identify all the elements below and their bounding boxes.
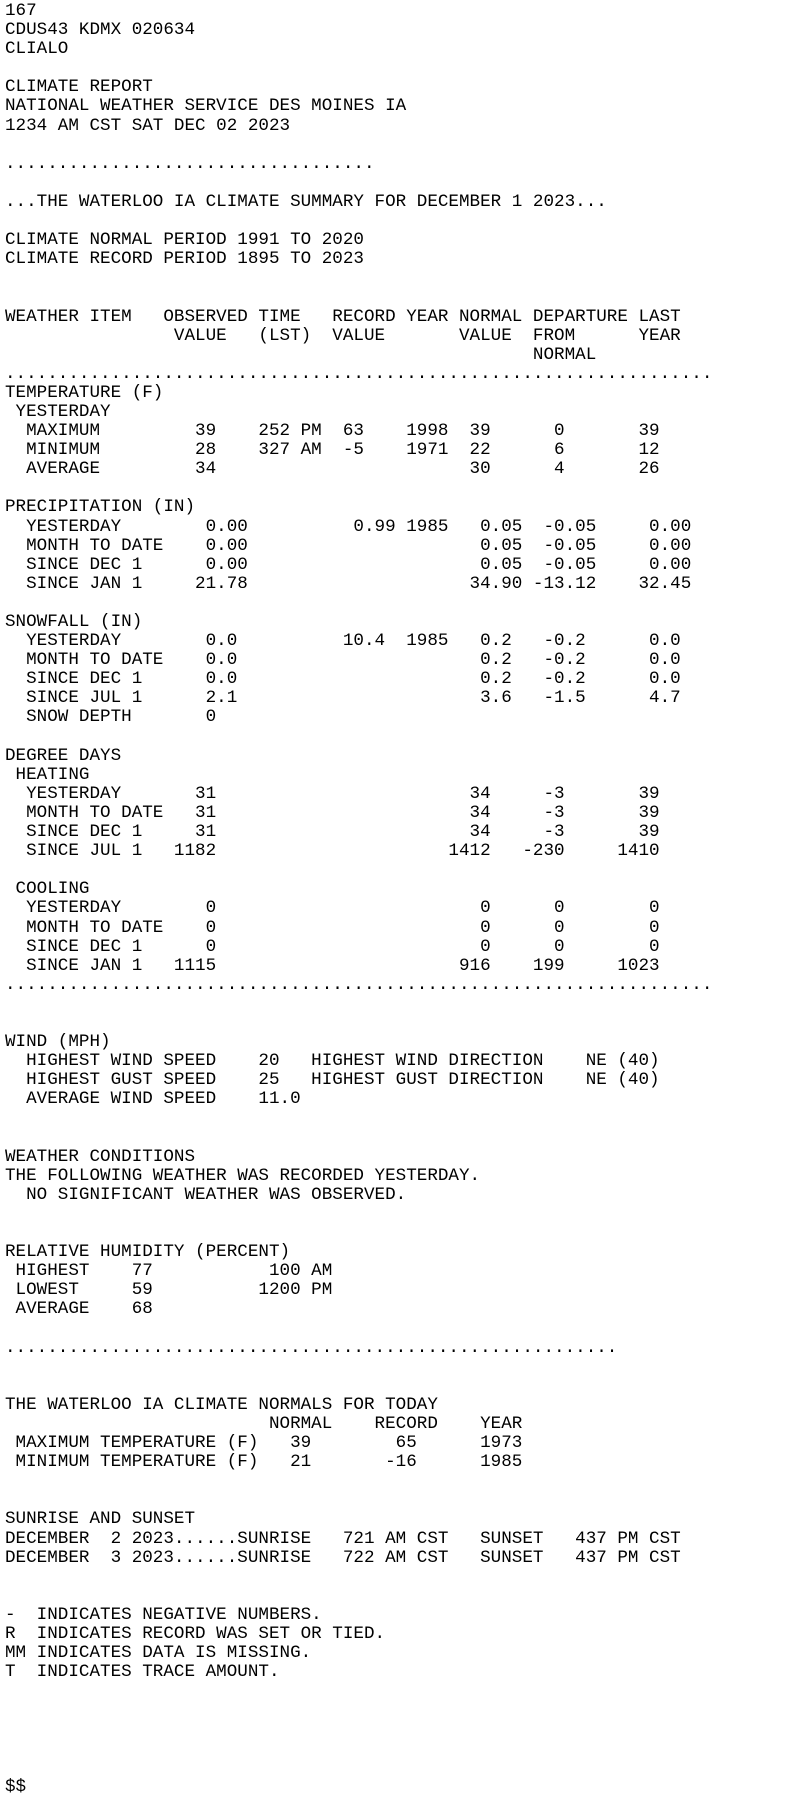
report-line xyxy=(5,1568,810,1587)
report-line: ...THE WATERLOO IA CLIMATE SUMMARY FOR DECEMBER 1 2023... xyxy=(5,191,607,212)
report-line: DEGREE DAYS xyxy=(5,745,122,766)
report-line xyxy=(5,1014,810,1033)
report-line: AVERAGE 68 xyxy=(5,1299,153,1320)
report-line xyxy=(5,288,810,307)
report-line: WIND (MPH) xyxy=(5,1032,111,1053)
report-line: VALUE (LST) VALUE VALUE FROM YEAR xyxy=(5,325,681,346)
report-line: .......................................................... xyxy=(5,1337,618,1358)
report-line: SNOW DEPTH 0 xyxy=(5,707,217,728)
report-line: ................................... xyxy=(5,153,375,174)
report-line: NATIONAL WEATHER SERVICE DES MOINES IA xyxy=(5,96,407,117)
report-line: AVERAGE 34 30 4 26 xyxy=(5,459,660,480)
report-line: $$ xyxy=(5,1776,27,1797)
report-line: SINCE DEC 1 31 34 -3 39 xyxy=(5,822,660,843)
report-line: MINIMUM 28 327 AM -5 1971 22 6 12 xyxy=(5,440,660,461)
report-line: TEMPERATURE (F) xyxy=(5,382,164,403)
report-line: SINCE JAN 1 21.78 34.90 -13.12 32.45 xyxy=(5,573,692,594)
report-line xyxy=(5,1759,810,1778)
report-line: MONTH TO DATE 0.0 0.2 -0.2 0.0 xyxy=(5,650,681,671)
report-line xyxy=(5,1472,810,1491)
report-line: LOWEST 59 1200 PM xyxy=(5,1280,333,1301)
report-line: R INDICATES RECORD WAS SET OR TIED. xyxy=(5,1623,386,1644)
report-line: CDUS43 KDMX 020634 xyxy=(5,20,196,41)
report-line xyxy=(5,1682,810,1701)
report-line: SUNRISE AND SUNSET xyxy=(5,1509,196,1530)
report-line xyxy=(5,1740,810,1759)
report-line: CLIALO xyxy=(5,39,69,60)
report-line xyxy=(5,1720,810,1739)
report-line xyxy=(5,269,810,288)
report-line: THE FOLLOWING WEATHER WAS RECORDED YESTERDAY. xyxy=(5,1165,481,1186)
report-line xyxy=(5,1319,810,1338)
report-line xyxy=(5,174,810,193)
report-line: NO SIGNIFICANT WEATHER WAS OBSERVED. xyxy=(5,1184,407,1205)
report-line: HEATING xyxy=(5,764,90,785)
report-line: WEATHER ITEM OBSERVED TIME RECORD YEAR NORMAL DEPARTURE LAST xyxy=(5,306,681,327)
report-line xyxy=(5,136,810,155)
report-line: YESTERDAY 0.0 10.4 1985 0.2 -0.2 0.0 xyxy=(5,631,681,652)
report-line: NORMAL xyxy=(5,344,597,365)
report-line xyxy=(5,59,810,78)
report-line xyxy=(5,212,810,231)
report-line: YESTERDAY 31 34 -3 39 xyxy=(5,783,660,804)
report-line xyxy=(5,1109,810,1128)
report-line: WEATHER CONDITIONS xyxy=(5,1146,196,1167)
report-line: SINCE DEC 1 0.00 0.05 -0.05 0.00 xyxy=(5,554,692,575)
report-line: ................................................................... xyxy=(5,974,713,995)
report-line: - INDICATES NEGATIVE NUMBERS. xyxy=(5,1604,322,1625)
report-line: HIGHEST 77 100 AM xyxy=(5,1261,333,1282)
report-line: CLIMATE REPORT xyxy=(5,77,153,98)
report-line: MM INDICATES DATA IS MISSING. xyxy=(5,1643,312,1664)
report-line: MAXIMUM TEMPERATURE (F) 39 65 1973 xyxy=(5,1433,523,1454)
report-line: NORMAL RECORD YEAR xyxy=(5,1413,523,1434)
report-line xyxy=(5,995,810,1014)
report-line: CLIMATE NORMAL PERIOD 1991 TO 2020 xyxy=(5,230,364,251)
report-line: HIGHEST GUST SPEED 25 HIGHEST GUST DIRECTION NE (40) xyxy=(5,1070,660,1091)
report-line xyxy=(5,1701,810,1720)
report-line: SINCE JUL 1 1182 1412 -230 1410 xyxy=(5,841,660,862)
report-line: YESTERDAY xyxy=(5,401,111,422)
report-line: DECEMBER 3 2023......SUNRISE 722 AM CST SUNSET 437 PM CST xyxy=(5,1547,681,1568)
report-line: MONTH TO DATE 0 0 0 0 xyxy=(5,917,660,938)
report-line xyxy=(5,1224,810,1243)
report-line xyxy=(5,1358,810,1377)
report-line: MONTH TO DATE 31 34 -3 39 xyxy=(5,802,660,823)
report-line: SINCE DEC 1 0.0 0.2 -0.2 0.0 xyxy=(5,669,681,690)
report-line xyxy=(5,1491,810,1510)
report-line xyxy=(5,861,810,880)
report-line: MAXIMUM 39 252 PM 63 1998 39 0 39 xyxy=(5,421,660,442)
report-line xyxy=(5,479,810,498)
report-line: SINCE DEC 1 0 0 0 0 xyxy=(5,936,660,957)
report-line: YESTERDAY 0 0 0 0 xyxy=(5,898,660,919)
report-line xyxy=(5,594,810,613)
report-line: MONTH TO DATE 0.00 0.05 -0.05 0.00 xyxy=(5,535,692,556)
report-line xyxy=(5,1205,810,1224)
report-line: ................................................................... xyxy=(5,363,713,384)
report-line: SINCE JUL 1 2.1 3.6 -1.5 4.7 xyxy=(5,688,681,709)
report-line: THE WATERLOO IA CLIMATE NORMALS FOR TODAY xyxy=(5,1394,438,1415)
report-line: YESTERDAY 0.00 0.99 1985 0.05 -0.05 0.00 xyxy=(5,516,692,537)
report-line: SINCE JAN 1 1115 916 199 1023 xyxy=(5,955,660,976)
report-line xyxy=(5,1129,810,1148)
report-line: AVERAGE WIND SPEED 11.0 xyxy=(5,1089,301,1110)
report-line: COOLING xyxy=(5,879,90,900)
report-line: 167 xyxy=(5,1,37,21)
report-line xyxy=(5,1587,810,1606)
report-line: T INDICATES TRACE AMOUNT. xyxy=(5,1662,280,1683)
report-line xyxy=(5,728,810,747)
report-line: MINIMUM TEMPERATURE (F) 21 -16 1985 xyxy=(5,1452,523,1473)
report-line: PRECIPITATION (IN) xyxy=(5,497,196,518)
report-line: DECEMBER 2 2023......SUNRISE 721 AM CST SUNSET 437 PM CST xyxy=(5,1528,681,1549)
report-line: RELATIVE HUMIDITY (PERCENT) xyxy=(5,1242,291,1263)
report-line: SNOWFALL (IN) xyxy=(5,612,143,632)
report-line: CLIMATE RECORD PERIOD 1895 TO 2023 xyxy=(5,249,364,270)
report-line: HIGHEST WIND SPEED 20 HIGHEST WIND DIRECTION NE (40) xyxy=(5,1051,660,1072)
report-line xyxy=(5,1377,810,1396)
report-line: 1234 AM CST SAT DEC 02 2023 xyxy=(5,115,291,136)
